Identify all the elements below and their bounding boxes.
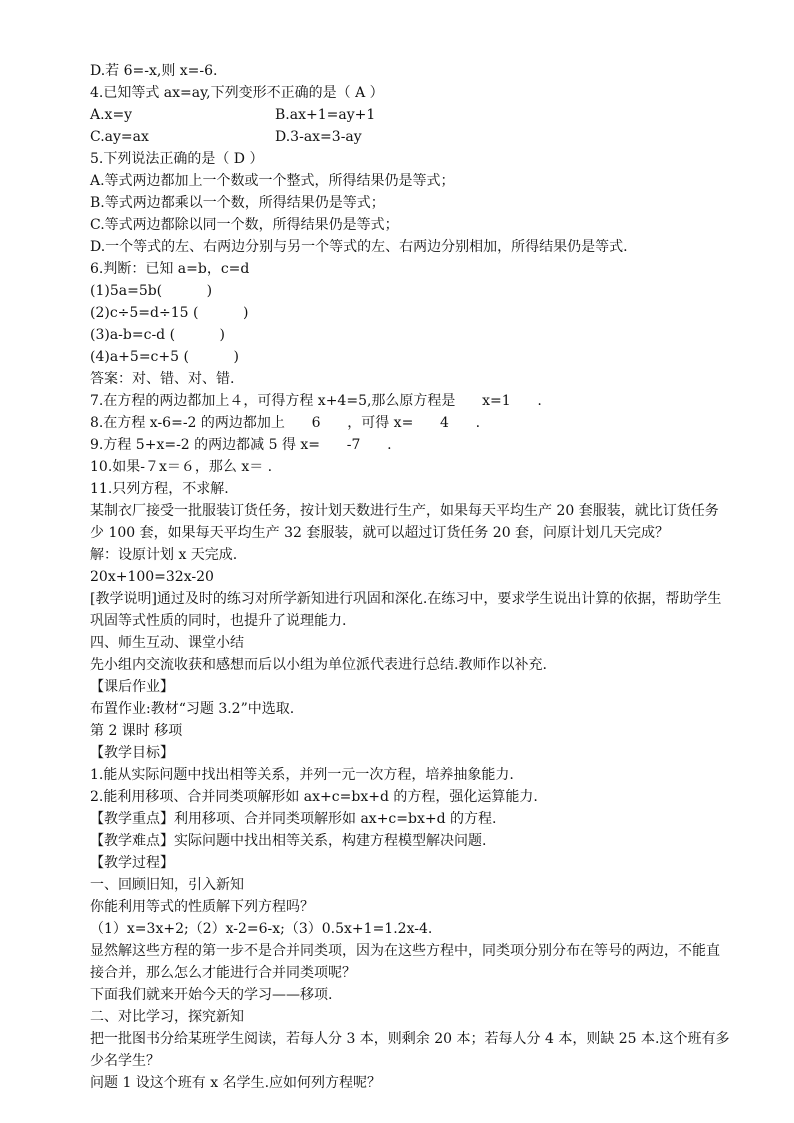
q4-option-c: C.ay=ax [90,129,149,145]
review-equations: （1）x=3x+2;（2）x-2=6-x;（3）0.5x+1=1.2x-4. [90,921,433,937]
objective-2: 2.能利用移项、合并同类项解形如 ax+c=bx+d 的方程，强化运算能力. [90,789,538,805]
q5-option-c: C.等式两边都除以同一个数，所得结果仍是等式； [90,217,399,233]
q6-item-1: (1)5a=5b( ) [90,283,213,299]
question-11: 11.只列方程，不求解. [90,481,229,497]
option-d-q3: D.若 6=-x,则 x=-6. [90,63,218,79]
q4-options-row2 [90,126,362,148]
question-5: 5.下列说法正确的是（ D ） [90,151,264,167]
process-heading: 【教学过程】 [90,855,174,871]
q4-option-d: D.3-ax=3-ay [275,129,362,145]
q5-option-b: B.等式两边都乘以一个数，所得结果仍是等式； [90,195,385,211]
q11-solution-setup: 解：设原计划 x 天完成. [90,547,238,563]
q4-option-a: A.x=y [90,107,133,123]
q11-equation: 20x+100=32x-20 [90,569,214,585]
q11-problem-text: 某制衣厂接受一批服装订货任务，按计划天数进行生产，如果每天平均生产 20 套服装，就比订货任务少 100 套，如果每天平均生产 32 套服装，就可以超过订货任务 20 套，问原计划几天完成？ [90,503,719,541]
explanation-paragraph: 显然解这些方程的第一步不是合并同类项，因为在这些方程中，同类项分别分布在等号的两边，不能直接合并，那么怎么才能进行合并同类项呢？ [90,943,720,981]
section-two-heading: 二、对比学习，探究新知 [90,1009,244,1025]
homework-heading: 【课后作业】 [90,679,174,695]
section-one-heading: 一、回顾旧知，引入新知 [90,877,244,893]
question-9: 9.方程 5+x=-2 的两边都减 5 得 x= -7 . [90,437,392,453]
q6-answer: 答案：对、错、对、错. [90,371,235,387]
objective-1: 1.能从实际问题中找出相等关系，并列一元一次方程，培养抽象能力. [90,767,514,783]
question-1-setup: 问题 1 设这个班有 x 名学生.应如何列方程呢？ [90,1075,382,1091]
question-7: 7.在方程的两边都加上４，可得方程 x+4=5,那么原方程是 x=1 . [90,393,542,409]
difficult-point: 【教学难点】实际问题中找出相等关系，构建方程模型解决问题. [90,833,487,849]
question-8: 8.在方程 x-6=-2 的两边都加上 6 ，可得 x= 4 . [90,415,481,431]
lesson-2-title: 第 2 课时 移项 [90,723,183,739]
summary-text: 先小组内交流收获和感想而后以小组为单位派代表进行总结.教师作以补充. [90,657,547,673]
teaching-note: [教学说明]通过及时的练习对所学新知进行巩固和深化.在练习中，要求学生说出计算的依据，帮助学生巩固等式性质的同时，也提升了说理能力. [90,591,722,629]
q4-option-b: B.ax+1=ay+1 [275,107,376,123]
question-4: 4.已知等式 ax=ay,下列变形不正确的是（ A ） [90,85,384,101]
objectives-heading: 【教学目标】 [90,745,174,761]
question-10: 10.如果-７x＝６，那么 x＝ . [90,459,273,475]
q6-item-2: (2)c÷5=d÷15 ( ) [90,305,249,321]
homework-text: 布置作业:教材“习题 3.2”中选取. [90,701,295,717]
key-point: 【教学重点】利用移项、合并同类项解形如 ax+c=bx+d 的方程. [90,811,497,827]
section-four-heading: 四、师生互动、课堂小结 [90,635,244,651]
review-question: 你能利用等式的性质解下列方程吗？ [90,899,314,915]
q5-option-d: D.一个等式的左、右两边分别与另一个等式的左、右两边分别相加，所得结果仍是等式. [90,239,628,255]
q5-option-a: A.等式两边都加上一个数或一个整式，所得结果仍是等式； [90,173,455,189]
book-problem: 把一批图书分给某班学生阅读，若每人分 3 本，则剩余 20 本；若每人分 4 本，则缺 25 本.这个班有多少名学生？ [90,1031,730,1069]
q6-item-4: (4)a+5=c+5 ( ) [90,349,239,365]
q4-options-row1 [90,104,376,126]
q6-item-3: (3)a-b=c-d ( ) [90,327,226,343]
transition-text: 下面我们就来开始今天的学习——移项. [90,987,333,1003]
question-6: 6.判断：已知 a=b，c=d [90,261,250,277]
